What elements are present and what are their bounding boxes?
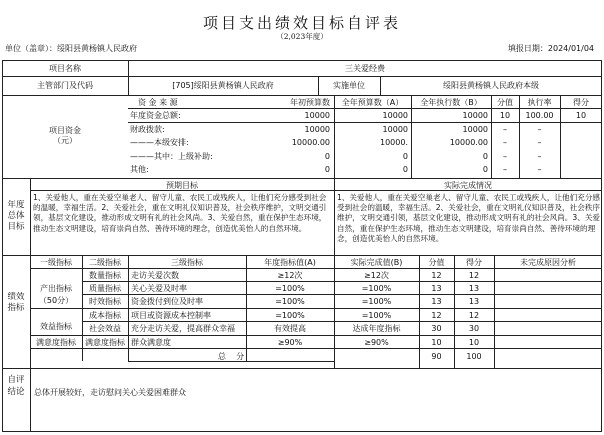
funds-row-score-value: 10 bbox=[499, 111, 511, 120]
perf-row-level3: 群众满意度 bbox=[131, 338, 171, 347]
perf-row-level2: 成本指标 bbox=[89, 311, 121, 320]
unit-line bbox=[5, 44, 137, 54]
funds-header-budget: 年初预算数 bbox=[290, 98, 330, 107]
dept-value: [705]绥阳县黄杨镇人民政府 bbox=[172, 81, 274, 90]
funds-row-rate: – bbox=[537, 165, 542, 174]
date-value: 2024/01/04 bbox=[547, 44, 594, 53]
perf-row-score-value: 10 bbox=[431, 338, 442, 347]
perf-total-score: 100 bbox=[466, 352, 482, 361]
perf-row-level2: 满意度指标 bbox=[85, 338, 125, 347]
conclusion-text: 总体开展较好，走访慰问关心关爱困难群众 bbox=[34, 388, 186, 397]
perf-row-score-value: 30 bbox=[431, 324, 442, 333]
funds-row-score-value: – bbox=[503, 152, 507, 161]
perf-row-score: 12 bbox=[468, 271, 480, 280]
dept-label: 主管部门及代码 bbox=[37, 81, 93, 90]
funds-row-budget: 0 bbox=[324, 152, 330, 161]
output-points: （50分） bbox=[38, 296, 74, 305]
report-year: （2,023年度） bbox=[276, 32, 328, 41]
date-line bbox=[508, 44, 594, 54]
funds-row-name: 财政拨款: bbox=[130, 125, 165, 134]
perf-row-actual: =100% bbox=[361, 284, 392, 293]
funds-row-annual: 0 bbox=[402, 152, 408, 161]
expected-header: 预期目标 bbox=[166, 181, 198, 190]
perf-row-score-value: 12 bbox=[431, 311, 442, 320]
unit-label: 单位（盖章）： bbox=[5, 44, 57, 53]
satisfaction-indicator-label: 满意度指标 bbox=[36, 338, 76, 347]
perf-row-target: 有效提高 bbox=[274, 324, 306, 333]
funds-label-line1: 项目资金 bbox=[49, 126, 81, 135]
perf-row-level3: 资金拨付到位及时率 bbox=[131, 297, 203, 306]
funds-header-score: 得分 bbox=[573, 98, 589, 107]
perf-row-actual: ≥90% bbox=[364, 338, 389, 347]
funds-row-name: 其他: bbox=[130, 165, 149, 174]
funds-row-executed: 10000.00 bbox=[449, 138, 488, 147]
perf-row-target: ≥90% bbox=[277, 338, 303, 347]
perf-row-target: =100% bbox=[275, 311, 305, 320]
perf-row-level3: 充分走访关爱，提高群众幸福 bbox=[131, 324, 235, 333]
perf-header-score-value: 分值 bbox=[428, 258, 445, 267]
perf-row-level2: 数量指标 bbox=[89, 271, 121, 280]
perf-row-level3: 项目或资源成本控制率 bbox=[131, 311, 211, 320]
funds-row-rate: – bbox=[537, 138, 542, 147]
project-name-value: 三关爱经费 bbox=[345, 64, 385, 73]
funds-row-budget: 10000 bbox=[304, 125, 330, 134]
funds-header-executed: 全年执行数（B） bbox=[420, 98, 482, 107]
impl-label: 实施单位 bbox=[333, 81, 365, 90]
perf-header-level1: 一级指标 bbox=[40, 258, 72, 267]
funds-row-name: 年度资金总额: bbox=[130, 111, 181, 120]
funds-row-rate: 100.00 bbox=[525, 111, 554, 120]
perf-row-score-value: 13 bbox=[431, 284, 442, 293]
funds-row-score-value: – bbox=[503, 138, 507, 147]
expected-text: 1、关爱他人，重在关爱空巢老人、留守儿童、农民工或残疾人，让他们充分感受到社会的温暖，幸福生活。2、关爱社会，重在文明礼仪知识普及，社会秩序维护，文明交通引领，基层文化建设，推动形成文明有礼的社会风尚。3、关爱自然，重在保护生态环境，推动生态文明建设，培育崇尚自然、善待环境的理念，创造优美怡人的自然环境。 bbox=[33, 193, 327, 233]
funds-label-line2: （元） bbox=[53, 136, 77, 145]
perf-row-level2: 时效指标 bbox=[89, 297, 121, 306]
page-title: 项目支出绩效目标自评表 bbox=[202, 14, 401, 32]
funds-row-name: ———其中：上级补助: bbox=[130, 152, 213, 161]
benefit-indicator-label: 效益指标 bbox=[40, 322, 72, 331]
funds-row-annual: 10000 bbox=[382, 111, 408, 120]
perf-header-target: 年度指标值(A) bbox=[264, 258, 316, 267]
perf-header-level3: 三级指标 bbox=[171, 258, 203, 267]
actual-header: 实际完成情况 bbox=[444, 181, 492, 190]
output-indicator-label bbox=[30, 283, 82, 307]
funds-header-rate: 执行率 bbox=[527, 98, 552, 107]
funds-row-score-value: – bbox=[503, 125, 507, 134]
funds-row-budget: 10000.00 bbox=[291, 138, 330, 147]
funds-row-score-value: – bbox=[503, 165, 507, 174]
funds-row-budget: 10000 bbox=[304, 111, 330, 120]
funds-header-source: 资 金 来 源 bbox=[138, 98, 178, 107]
perf-row-score: 30 bbox=[468, 324, 480, 333]
perf-row-score: 13 bbox=[468, 297, 480, 306]
perf-row-score: 12 bbox=[468, 311, 480, 320]
perf-row-level2: 社会效益 bbox=[89, 324, 121, 333]
impl-value: 绥阳县黄杨镇人民政府本级 bbox=[443, 81, 539, 90]
funds-row-annual: 10000. bbox=[380, 138, 408, 147]
funds-header-score-value: 分值 bbox=[497, 98, 513, 107]
perf-row-level2: 质量指标 bbox=[89, 284, 121, 293]
perf-row-score: 10 bbox=[468, 338, 480, 347]
output-label: 产出指标 bbox=[40, 284, 72, 293]
unit-name: 绥阳县黄杨镇人民政府 bbox=[57, 44, 137, 53]
funds-row-annual: 0 bbox=[402, 165, 408, 174]
funds-header-annual: 全年预算数（A） bbox=[341, 98, 404, 107]
perf-row-actual: ≥12次 bbox=[364, 271, 389, 280]
funds-row-rate: – bbox=[537, 152, 542, 161]
perf-total-label: 总 分 bbox=[217, 352, 245, 361]
perf-row-actual: =100% bbox=[361, 297, 392, 306]
perf-header-score: 得分 bbox=[466, 258, 482, 267]
funds-row-executed: 10000 bbox=[462, 125, 488, 134]
perf-row-target: =100% bbox=[275, 284, 305, 293]
project-name-label: 项目名称 bbox=[49, 64, 81, 73]
funds-row-rate: – bbox=[537, 125, 542, 134]
perf-row-actual: 达成年度指标 bbox=[352, 324, 401, 333]
funds-row-name: ———本级安排: bbox=[130, 138, 189, 147]
goals-section-label: 年度总体目标 bbox=[7, 200, 25, 232]
perf-header-actual: 实际完成值(B) bbox=[350, 258, 403, 267]
funds-row-annual: 10000 bbox=[382, 125, 408, 134]
date-label: 填报日期： bbox=[507, 44, 548, 53]
funds-row-budget: 0 bbox=[324, 165, 330, 174]
funds-row-executed: 0 bbox=[482, 165, 488, 174]
conclusion-section-label: 自评结论 bbox=[7, 375, 25, 397]
perf-total-score-value: 90 bbox=[431, 352, 442, 361]
perf-row-target: =100% bbox=[275, 297, 305, 306]
perf-section-label: 绩效指标 bbox=[7, 292, 25, 313]
perf-row-score: 13 bbox=[468, 284, 480, 293]
perf-row-level3: 走访关爱次数 bbox=[131, 271, 179, 280]
funds-row-score: 10 bbox=[575, 111, 587, 120]
funds-label bbox=[2, 126, 128, 146]
perf-header-level2: 二级指标 bbox=[89, 258, 121, 267]
perf-row-score-value: 13 bbox=[431, 297, 442, 306]
funds-row-executed: 10000 bbox=[462, 111, 488, 120]
actual-text: 1、关爱他人，重在关爱空巢老人、留守儿童、农民工或残疾人，让他们充分感受到社会的温暖，幸福生活。2、关爱社会，重在文明礼仪知识普及，社会秩序维护，文明交通引领，基层文化建设，推动形成文明有礼的社会风尚。3、关爱自然，重在保护生态环境，推动生态文明建设，培育崇尚自然、善待环境的理念，创造优美怡人的自然环境。 bbox=[337, 193, 600, 243]
perf-header-reason: 未完成原因分析 bbox=[520, 258, 576, 267]
perf-row-actual: =100% bbox=[361, 311, 392, 320]
funds-row-executed: 0 bbox=[482, 152, 488, 161]
perf-row-score-value: 12 bbox=[431, 271, 442, 280]
perf-row-level3: 关心关爱及时率 bbox=[131, 284, 187, 293]
perf-row-target: ≥12次 bbox=[277, 271, 303, 280]
